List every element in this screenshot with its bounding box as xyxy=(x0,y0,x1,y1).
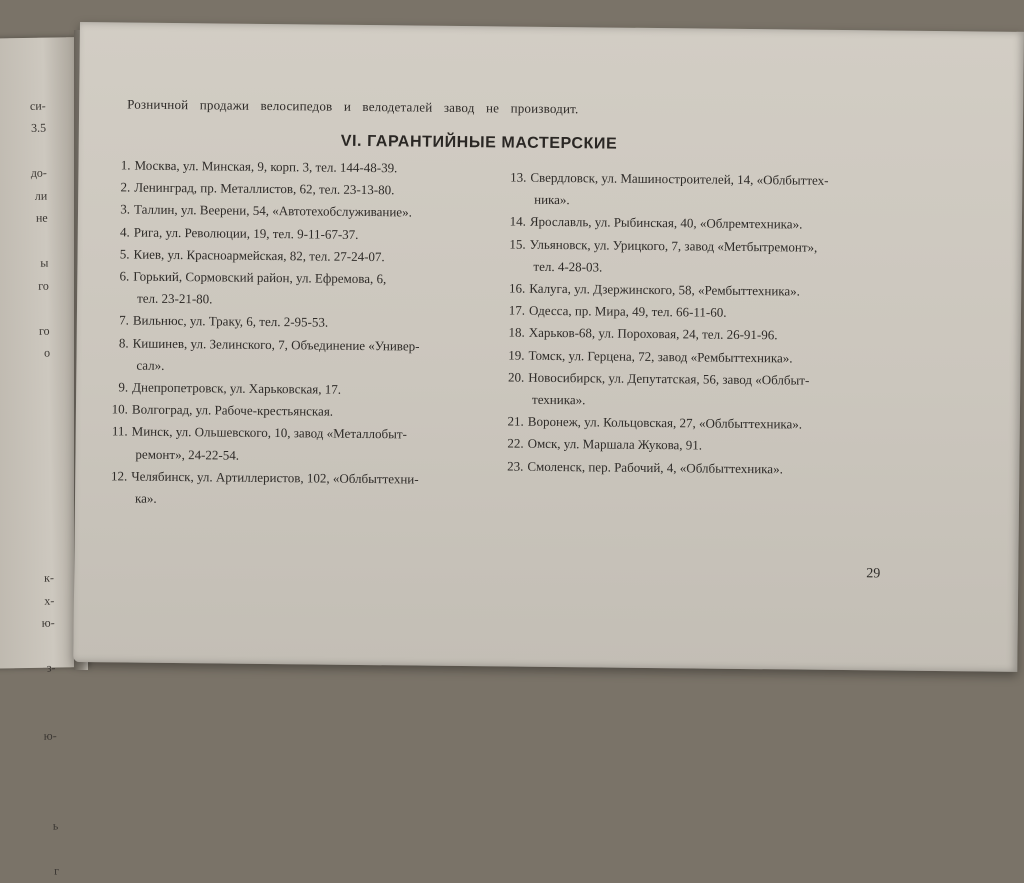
entry-text xyxy=(525,233,881,281)
entry-text xyxy=(128,332,504,380)
left-page-fragment xyxy=(7,747,57,770)
entry-line: Воронеж, ул. Кольцовская, 27, «Облбыттехника». xyxy=(527,413,803,432)
left-page-text-fragments xyxy=(0,72,59,883)
entry-number: 23. xyxy=(507,458,524,474)
entry-number: 8. xyxy=(118,335,129,351)
left-page-fragment xyxy=(5,634,55,657)
left-page-fragment: ли xyxy=(34,188,48,203)
entry-line: Ленинград, пр. Металлистов, 62, тел. 23-13-80. xyxy=(134,179,395,198)
entry-line: Харьков-68, ул. Пороховая, 24, тел. 26-91-96. xyxy=(528,325,778,343)
entry-text xyxy=(127,421,503,469)
entry-number: 9. xyxy=(118,379,129,395)
entry-number: 22. xyxy=(507,435,524,452)
left-page-fragment xyxy=(6,679,56,702)
left-page-fragment xyxy=(6,702,56,725)
entry-line: Свердловск, ул. Машиностроителей, 14, «Облбыттех- xyxy=(530,169,829,188)
left-page-fragment xyxy=(1,432,51,455)
left-page-fragment: к- xyxy=(43,570,55,585)
left-page-fragment xyxy=(2,454,52,477)
entry-line: Кишинев, ул. Зелинского, 7, Объединение «Универ- xyxy=(132,335,420,354)
entry-line: Волгоград, ул. Рабоче-крестьянская. xyxy=(131,401,334,419)
workshop-entry xyxy=(502,166,882,214)
left-page-fragment xyxy=(1,387,51,410)
left-page-fragment xyxy=(0,72,45,95)
entry-number: 15. xyxy=(509,236,526,252)
entry-number: 6. xyxy=(119,268,130,284)
entry-text xyxy=(127,465,503,513)
left-page-fragment xyxy=(3,522,53,545)
left-page-fragment xyxy=(0,297,49,320)
entry-line: Москва, ул. Минская, 9, корп. 3, тел. 144-48-39. xyxy=(134,157,398,176)
left-page-fragment xyxy=(0,364,50,387)
left-page-fragment: не xyxy=(35,210,48,225)
entry-line: тел. 4-28-03. xyxy=(533,258,603,275)
entry-number: 21. xyxy=(507,413,524,429)
left-page-fragment xyxy=(3,544,53,567)
left-page-fragment: з- xyxy=(46,660,56,675)
entry-number: 13. xyxy=(510,169,527,185)
entry-text xyxy=(526,167,882,215)
entry-line: ремонт», 24-22-54. xyxy=(135,446,240,463)
entry-number: 16. xyxy=(508,280,526,296)
left-page-fragment: г xyxy=(53,863,60,878)
entry-line: Калуга, ул. Дзержинского, 58, «Рембыттехника». xyxy=(529,280,801,299)
left-page-fragment: ю- xyxy=(43,728,57,743)
entry-line: Смоленск, пер. Рабочий, 4, «Облбыттехника». xyxy=(527,458,783,477)
entry-line: Ульяновск, ул. Урицкого, 7, завод «Метбытремонт», xyxy=(529,236,818,255)
entry-number: 20. xyxy=(507,369,525,385)
left-page-fragment xyxy=(1,409,51,432)
entry-number: 18. xyxy=(508,324,525,341)
left-page-fragment: ы xyxy=(40,255,49,270)
section-title: VI. ГАРАНТИЙНЫЕ МАСТЕРСКИЕ xyxy=(340,132,618,153)
entry-number: 2. xyxy=(120,179,131,195)
entry-number: 3. xyxy=(120,201,131,217)
entry-line: сал». xyxy=(136,357,165,373)
left-page-fragment: си- xyxy=(29,98,46,113)
entry-text xyxy=(523,455,879,481)
entry-number: 17. xyxy=(508,302,526,318)
entry-line: Таллин, ул. Веерени, 54, «Автотехобслуживание». xyxy=(133,201,412,220)
right-page xyxy=(73,22,1024,672)
entry-line: Одесса, пр. Мира, 49, тел. 66-11-60. xyxy=(528,302,727,321)
workshop-entry xyxy=(500,366,880,414)
left-page-fragment xyxy=(0,139,47,162)
entry-line: Челябинск, ул. Артиллеристов, 102, «Облбыттехни- xyxy=(131,468,419,487)
entry-line: Горький, Сормовский район, ул. Ефремова, 6, xyxy=(133,268,387,287)
left-page-fragment: о xyxy=(43,345,51,360)
left-page-fragment xyxy=(8,792,58,815)
entry-line: Днепропетровск, ул. Харьковская, 17. xyxy=(132,379,342,397)
entry-number: 19. xyxy=(508,347,525,363)
workshop-entry xyxy=(105,265,505,314)
entry-number: 10. xyxy=(111,401,129,417)
entry-line: Ярославль, ул. Рыбинская, 40, «Облремтехника». xyxy=(529,214,803,232)
left-page-fragment: го xyxy=(38,278,49,293)
left-page-fragment: 3.5 xyxy=(30,120,47,135)
entry-number: 11. xyxy=(111,423,128,439)
left-page-fragment: х- xyxy=(44,593,55,608)
left-page-fragment: ю- xyxy=(41,615,55,630)
workshop-list-left xyxy=(103,154,507,513)
entry-line: Рига, ул. Революции, 19, тел. 9-11-67-37. xyxy=(133,224,359,242)
left-page-fragment xyxy=(3,499,53,522)
entry-line: Киев, ул. Красноармейская, 82, тел. 27-24-07. xyxy=(133,246,385,265)
intro-text: Розничной продажи велосипедов и велодеталей завод не производит. xyxy=(127,96,579,117)
workshop-entry xyxy=(499,455,879,481)
workshop-entry xyxy=(103,465,503,514)
entry-number: 4. xyxy=(119,224,130,240)
left-page-fragment xyxy=(7,769,57,792)
left-page-fragment xyxy=(8,837,58,860)
page-number: 29 xyxy=(866,566,881,582)
left-page-fragment: го xyxy=(38,323,50,338)
left-page-fragment: ь xyxy=(52,818,59,833)
entry-line: Томск, ул. Герцена, 72, завод «Рембыттехника». xyxy=(528,347,793,366)
left-page-fragment: до- xyxy=(30,165,47,180)
workshop-entry xyxy=(103,421,503,470)
entry-number: 14. xyxy=(509,213,527,230)
entry-line: Вильнюс, ул. Траку, 6, тел. 2-95-53. xyxy=(132,312,329,331)
workshop-list-right xyxy=(499,166,882,481)
entry-line: ка». xyxy=(134,490,157,506)
entry-line: ника». xyxy=(534,191,570,208)
entry-line: Минск, ул. Ольшевского, 10, завод «Металлобыт- xyxy=(131,424,407,442)
workshop-entry xyxy=(104,332,504,381)
entry-number: 12. xyxy=(110,468,128,484)
page-content xyxy=(73,22,1024,672)
entry-text xyxy=(524,367,880,415)
entry-line: Новосибирск, ул. Депутатская, 56, завод «Облбыт- xyxy=(528,369,810,388)
entry-line: тел. 23-21-80. xyxy=(137,290,213,307)
workshop-entry xyxy=(501,233,881,281)
left-page-fragment xyxy=(2,477,52,500)
left-page-fragment xyxy=(0,229,48,252)
entry-number: 1. xyxy=(120,157,131,173)
entry-text xyxy=(129,266,505,314)
entry-line: техника». xyxy=(531,391,586,408)
entry-number: 7. xyxy=(119,312,129,328)
entry-number: 5. xyxy=(119,246,130,262)
entry-line: Омск, ул. Маршала Жукова, 91. xyxy=(527,436,703,453)
